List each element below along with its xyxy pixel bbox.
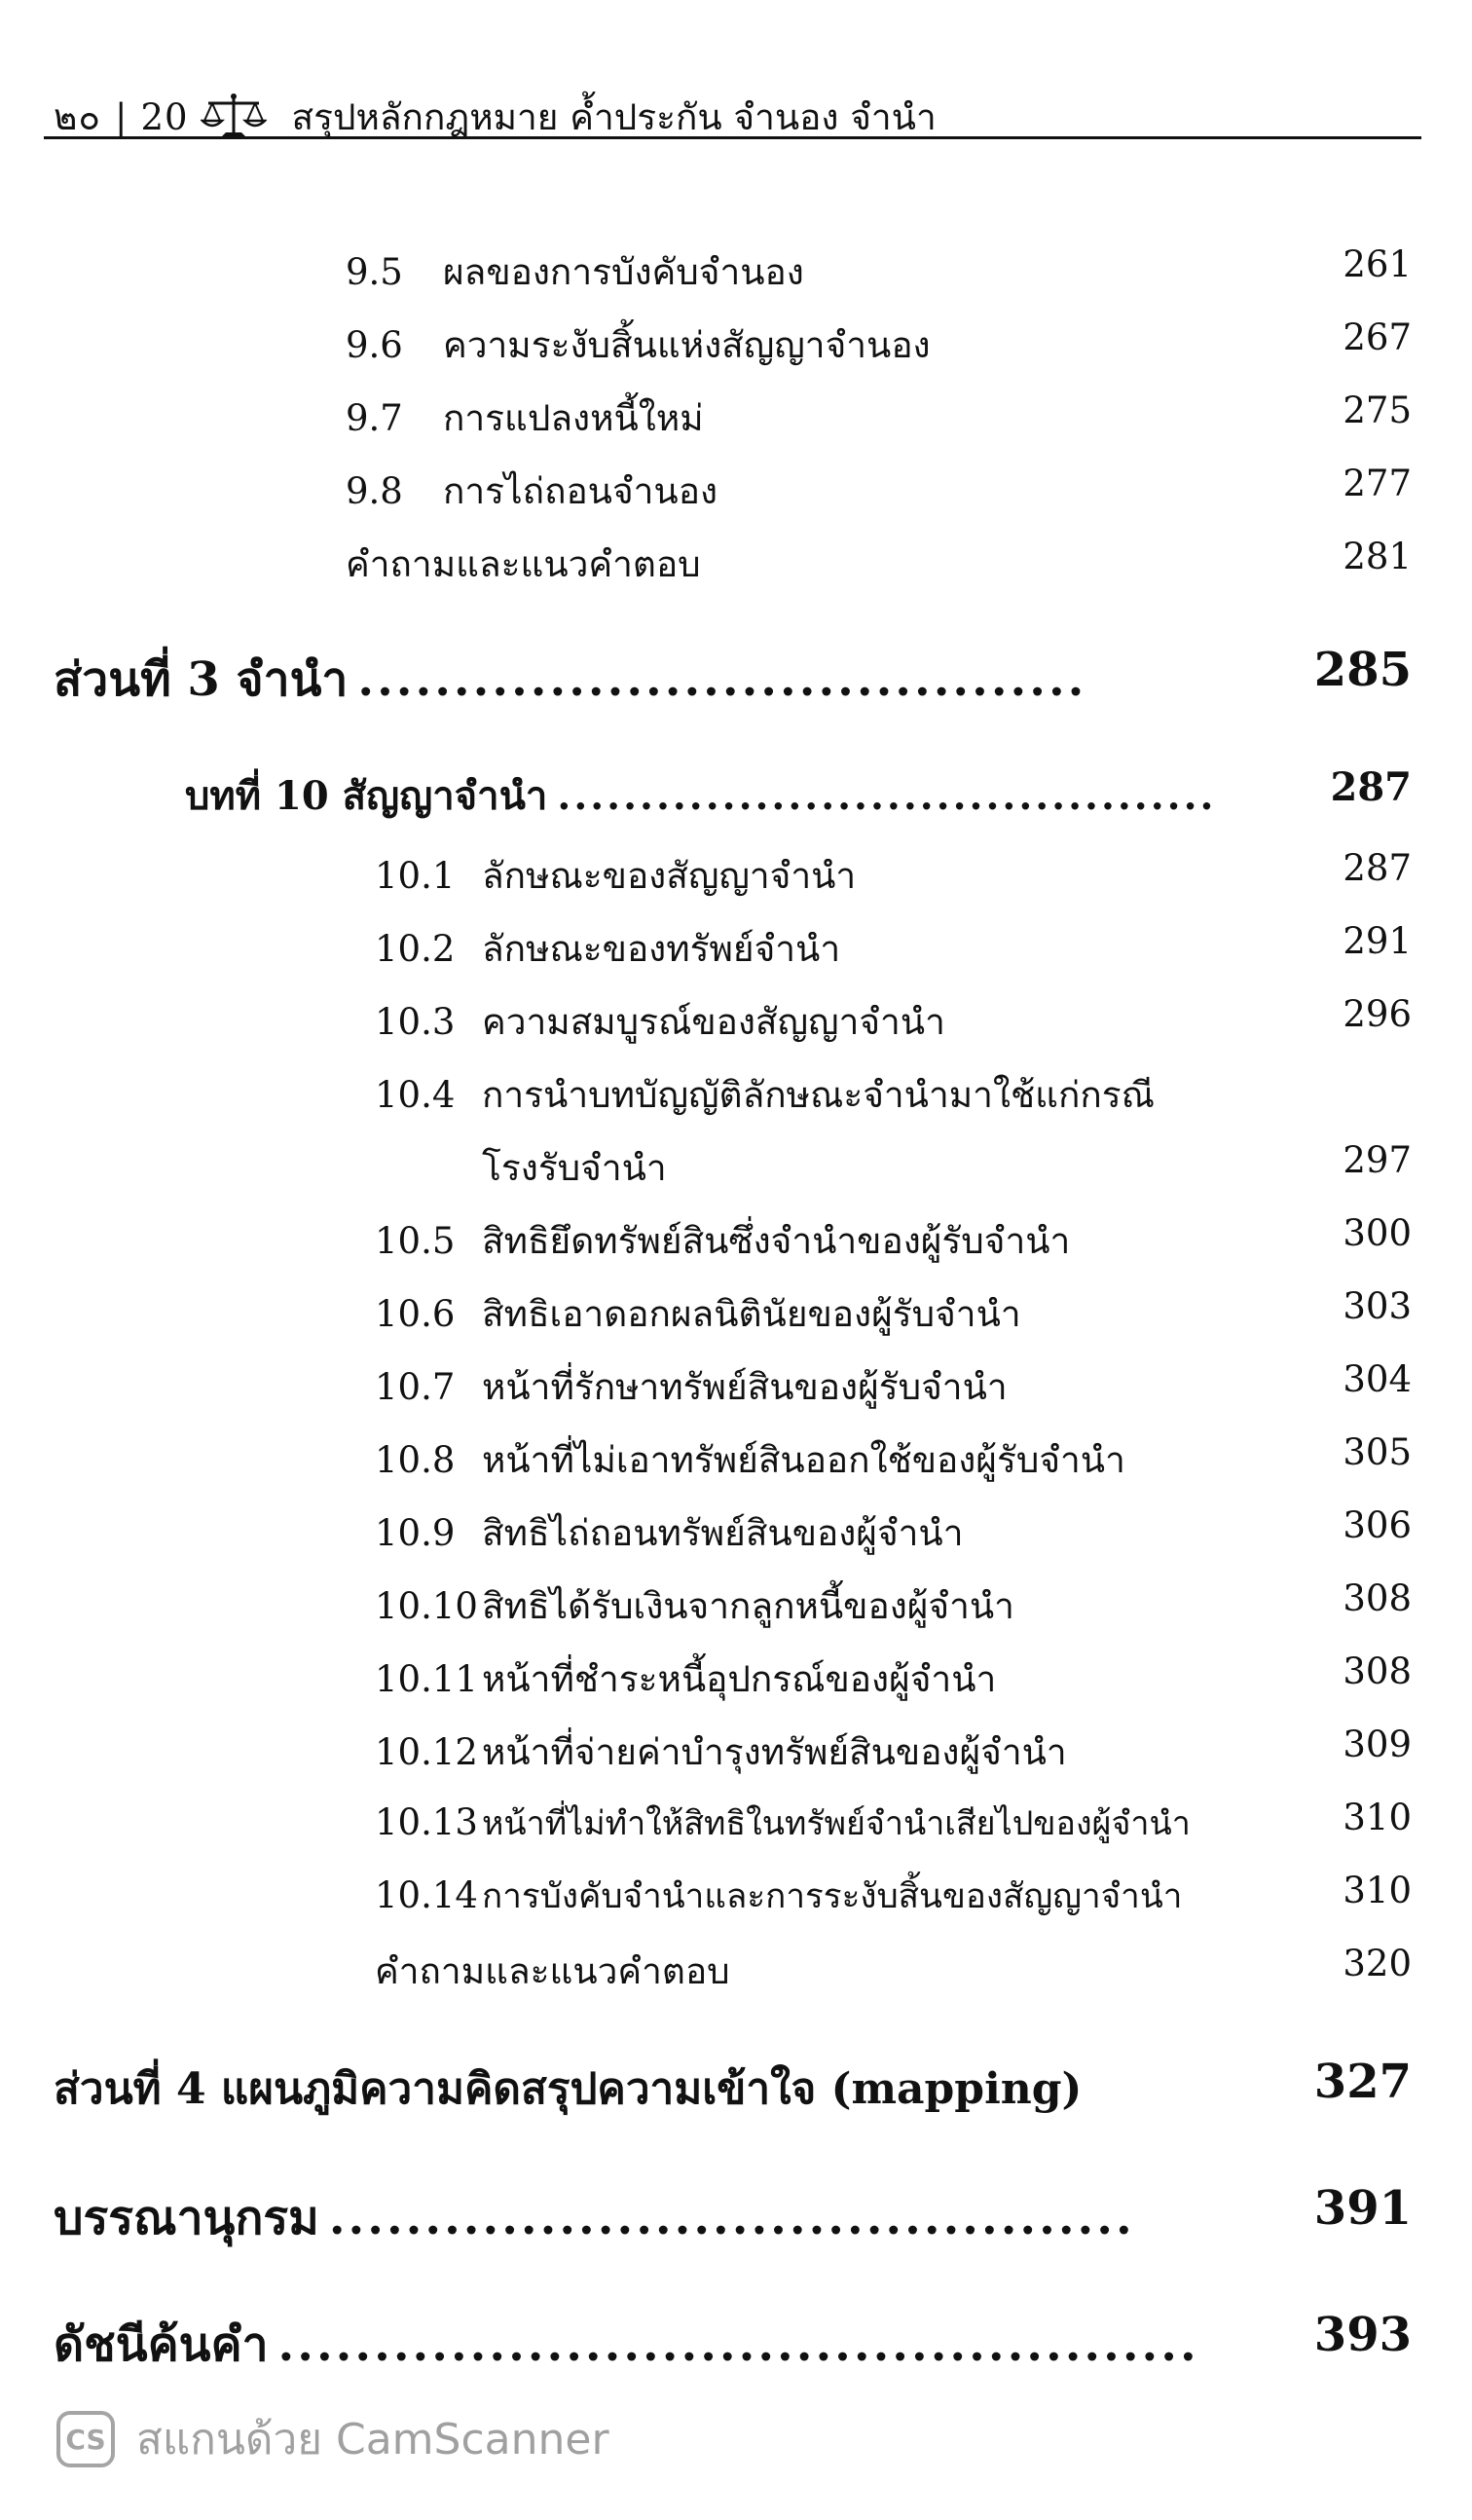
page-number: 310 [1343, 1797, 1412, 1838]
section-title: การบังคับจำนำและการระงับสิ้นของสัญญาจำนำ [482, 1877, 1183, 1916]
page-header [54, 83, 1417, 151]
toc-entry [375, 920, 1412, 978]
page-number: 306 [1343, 1504, 1412, 1546]
dot-leader: ...................................... [357, 652, 1087, 707]
bibliography-title: บรรณานุกรม [54, 2191, 319, 2245]
section-number: 10.11 [375, 1658, 478, 1700]
toc-entry [375, 1066, 1412, 1124]
section-number: 10.3 [375, 1001, 456, 1043]
section-number: 10.10 [375, 1585, 478, 1627]
section-title-continued: โรงรับจำนำ [482, 1147, 667, 1189]
toc-entry [346, 536, 1412, 593]
part-title: ส่วนที่ 4 แผนภูมิความคิดสรุปความเข้าใจ (mapping) [54, 2064, 1083, 2114]
section-title: คำถามและแนวคำตอบ [346, 543, 701, 585]
camscanner-logo-icon: CS [56, 2411, 115, 2467]
toc-bibliography [54, 2181, 1412, 2255]
section-number: 10.12 [375, 1731, 478, 1773]
section-number: 10.5 [375, 1220, 456, 1262]
page-number: 297 [1343, 1139, 1412, 1181]
page-number-thai: ๒๐ [54, 95, 101, 138]
page-number: 291 [1343, 920, 1412, 962]
toc-chapter-10 [185, 764, 1412, 827]
section-title: สิทธิได้รับเงินจากลูกหนี้ของผู้จำนำ [482, 1585, 1014, 1627]
toc-entry [375, 993, 1412, 1051]
page-number: 261 [1343, 243, 1412, 285]
section-title: ความสมบูรณ์ของสัญญาจำนำ [482, 1001, 945, 1043]
section-title: ลักษณะของสัญญาจำนำ [482, 855, 857, 897]
page-number: 303 [1343, 1285, 1412, 1327]
toc-entry [375, 847, 1412, 905]
toc-entry [346, 316, 1412, 374]
section-number: 9.8 [346, 470, 403, 512]
page-number: 285 [1313, 643, 1412, 697]
dot-leader: .......................................... [328, 2191, 1135, 2245]
toc-entry [375, 1723, 1412, 1781]
dot-leader: ................................................ [277, 2317, 1199, 2372]
section-title: ลักษณะของทรัพย์จำนำ [482, 928, 841, 970]
toc-entry [375, 1870, 1412, 1923]
toc-entry-continuation [375, 1139, 1412, 1197]
page-number: 296 [1343, 993, 1412, 1035]
part-title: ส่วนที่ 3 จำนำ [54, 652, 349, 707]
page-number: 305 [1343, 1431, 1412, 1473]
page-number: 391 [1313, 2181, 1412, 2236]
camscanner-watermark [56, 2405, 609, 2473]
section-number: 10.4 [375, 1074, 456, 1116]
toc-entry [375, 1577, 1412, 1635]
section-title: สิทธิเอาดอกผลนิตินัยของผู้รับจำนำ [482, 1293, 1021, 1335]
section-number: 9.6 [346, 324, 403, 366]
section-number: 9.7 [346, 397, 403, 439]
section-title: คำถามและแนวคำตอบ [375, 1950, 730, 1992]
page-number: 287 [1330, 764, 1412, 810]
section-title: หน้าที่ไม่เอาทรัพย์สินออกใช้ของผู้รับจำนำ [482, 1439, 1125, 1481]
toc-entry [375, 1212, 1412, 1270]
section-number: 10.6 [375, 1293, 456, 1335]
header-rule [44, 136, 1421, 139]
page-number: 275 [1343, 389, 1412, 431]
toc-entry [346, 463, 1412, 520]
page-number: 304 [1343, 1358, 1412, 1400]
index-title: ดัชนีค้นคำ [54, 2317, 269, 2372]
page-number: 310 [1343, 1870, 1412, 1911]
page-number: 393 [1313, 2308, 1412, 2362]
page-number: 320 [1343, 1943, 1412, 1984]
section-title: ผลของการบังคับจำนอง [443, 251, 804, 293]
page-number: 281 [1343, 536, 1412, 577]
toc-entry [346, 389, 1412, 447]
section-number: 10.8 [375, 1439, 456, 1481]
chapter-title: บทที่ 10 สัญญาจำนำ [185, 773, 548, 819]
page-number: 308 [1343, 1650, 1412, 1692]
section-number: 10.2 [375, 928, 456, 970]
section-title: หน้าที่ไม่ทำให้สิทธิในทรัพย์จำนำเสียไปของผู้จำนำ [482, 1804, 1191, 1843]
toc-part-3 [54, 643, 1412, 717]
running-title: สรุปหลักกฎหมาย ค้ำประกัน จำนอง จำนำ [291, 95, 937, 138]
section-title: หน้าที่จ่ายค่าบำรุงทรัพย์สินของผู้จำนำ [482, 1731, 1067, 1773]
watermark-text: สแกนด้วย CamScanner [136, 2415, 609, 2464]
toc-entry [375, 1650, 1412, 1708]
header-separator: | [114, 95, 128, 138]
toc-entry [375, 1504, 1412, 1562]
toc-entry [375, 1797, 1412, 1849]
page-number: 267 [1343, 316, 1412, 358]
toc-entry [346, 243, 1412, 301]
section-title: การไถ่ถอนจำนอง [443, 470, 718, 512]
page-number: 327 [1313, 2055, 1412, 2109]
section-number: 9.5 [346, 251, 403, 293]
section-title: สิทธิไถ่ถอนทรัพย์สินของผู้จำนำ [482, 1512, 964, 1554]
section-title: หน้าที่ชำระหนี้อุปกรณ์ของผู้จำนำ [482, 1658, 997, 1700]
toc-part-4 [54, 2055, 1412, 2123]
page-number: 20 [140, 95, 189, 138]
section-title: สิทธิยึดทรัพย์สินซึ่งจำนำของผู้รับจำนำ [482, 1220, 1071, 1262]
section-number: 10.7 [375, 1366, 456, 1408]
page-number: 287 [1343, 847, 1412, 889]
toc-entry [375, 1431, 1412, 1489]
dot-leader: ........................................ [557, 773, 1217, 819]
toc-index [54, 2308, 1412, 2382]
section-number: 10.9 [375, 1512, 456, 1554]
toc-entry [375, 1943, 1412, 2000]
page-number: 277 [1343, 463, 1412, 504]
section-number: 10.1 [375, 855, 456, 897]
page-number: 309 [1343, 1723, 1412, 1765]
section-title: การนำบทบัญญัติลักษณะจำนำมาใช้แก่กรณี [482, 1074, 1155, 1116]
section-title: ความระงับสิ้นแห่งสัญญาจำนอง [443, 324, 931, 366]
section-number: 10.13 [375, 1801, 478, 1843]
section-number: 10.14 [375, 1874, 478, 1916]
section-title: การแปลงหนี้ใหม่ [443, 397, 704, 439]
scales-of-justice-icon [201, 92, 267, 142]
page-number: 300 [1343, 1212, 1412, 1254]
toc-entry [375, 1358, 1412, 1416]
toc-entry [375, 1285, 1412, 1343]
page-number: 308 [1343, 1577, 1412, 1619]
section-title: หน้าที่รักษาทรัพย์สินของผู้รับจำนำ [482, 1366, 1008, 1408]
